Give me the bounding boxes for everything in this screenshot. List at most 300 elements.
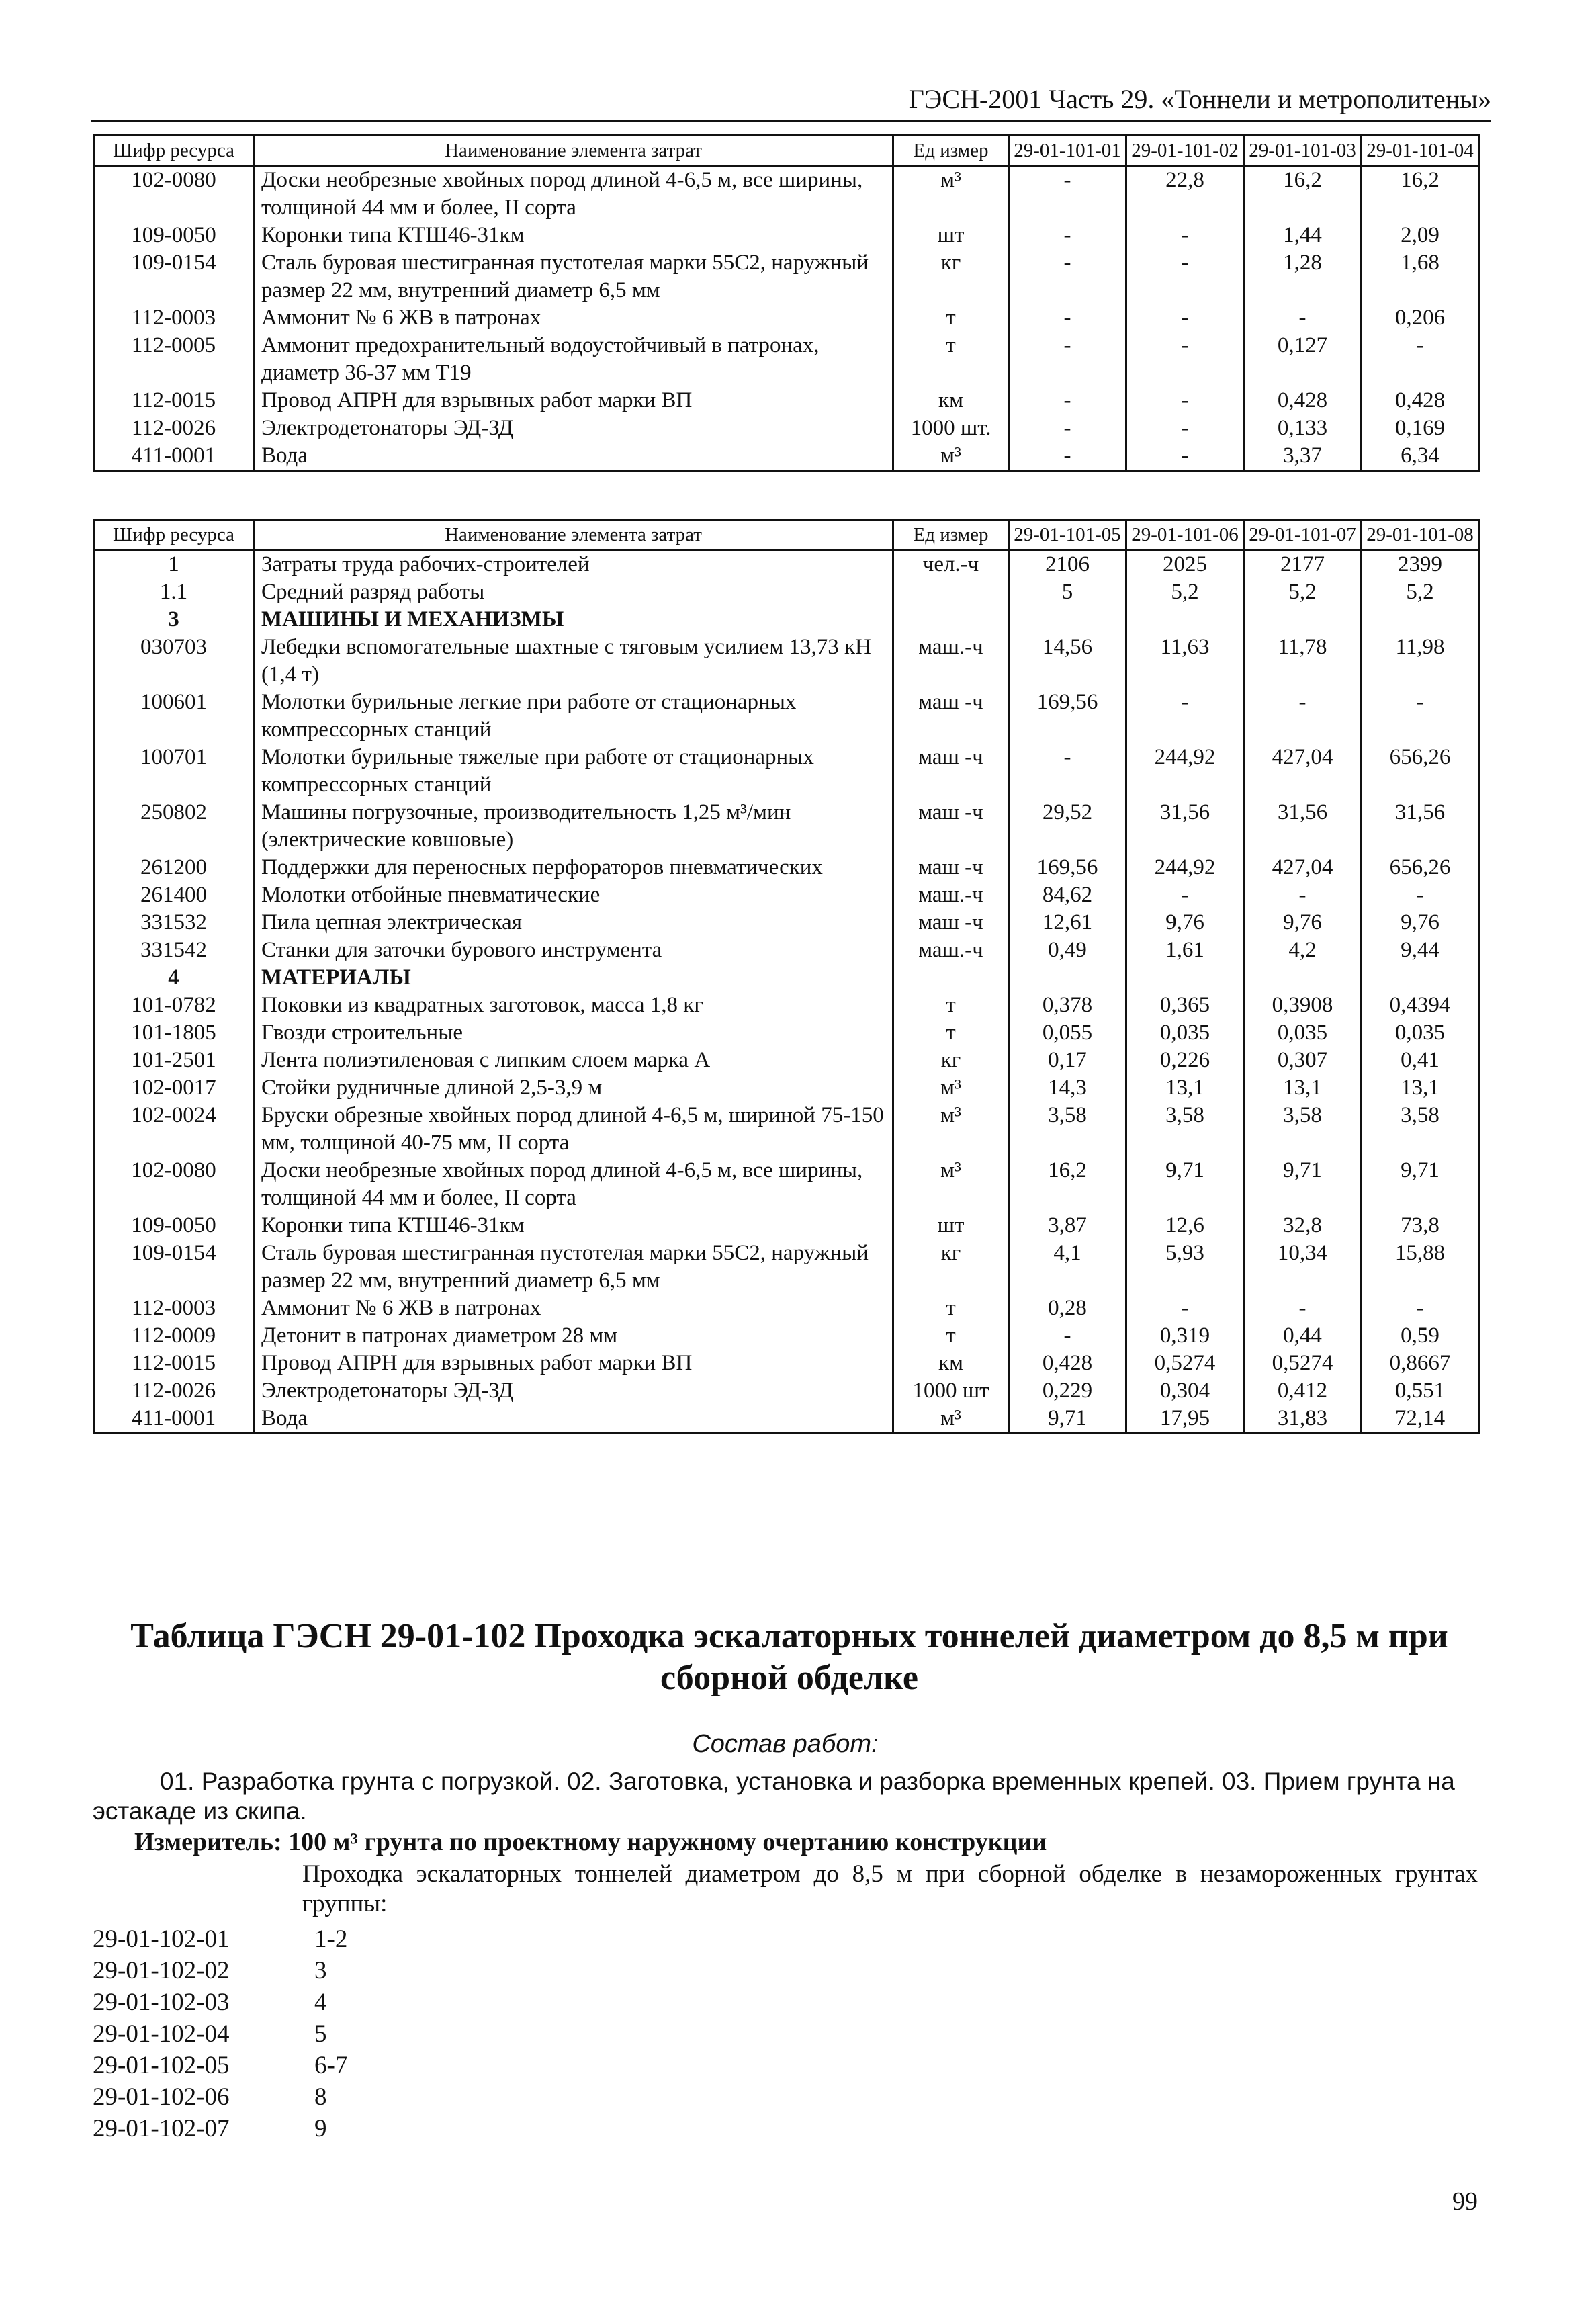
table-row (94, 634, 1479, 689)
table-row (94, 909, 1479, 937)
table-body (94, 550, 1479, 1434)
table-row (94, 937, 1479, 964)
cell-value: - (1009, 1322, 1126, 1350)
cell-value: 72,14 (1362, 1405, 1479, 1434)
cell-code: 101-0782 (94, 992, 254, 1019)
cell-unit (893, 606, 1009, 634)
cell-code: 102-0080 (94, 1157, 254, 1212)
header-col-4: 29-01-101-04 (1362, 136, 1479, 166)
work-description: Проходка эскалаторных тоннелей диаметром до 8,5 м при сборной обделке в незамороженных грунтах группы: (302, 1860, 1478, 1917)
cell-value: 0,44 (1244, 1322, 1362, 1350)
cell-value: 169,56 (1009, 854, 1126, 881)
cell-name: Пила цепная электрическая (254, 909, 893, 937)
cell-name: Вода (254, 1405, 893, 1434)
cell-name: Молотки бурильные тяжелые при работе от стационарных компрессорных станций (254, 744, 893, 799)
cell-code: 112-0026 (94, 415, 254, 442)
cell-unit: маш -ч (893, 799, 1009, 854)
cell-value: 9,76 (1244, 909, 1362, 937)
cell-value: 3,58 (1009, 1102, 1126, 1157)
cell-name: Детонит в патронах диаметром 28 мм (254, 1322, 893, 1350)
cell-value: 11,78 (1244, 634, 1362, 689)
page-header: ГЭСН-2001 Часть 29. «Тоннели и метрополитены» (908, 84, 1491, 114)
cell-code: 331542 (94, 937, 254, 964)
table-row (94, 415, 1479, 442)
cell-code: 100701 (94, 744, 254, 799)
table-row (94, 166, 1479, 222)
cell-value: 0,378 (1009, 992, 1126, 1019)
cell-value (1126, 964, 1244, 992)
cell-value: 3,37 (1244, 442, 1362, 471)
table-row (94, 442, 1479, 471)
cell-value: 0,035 (1244, 1019, 1362, 1047)
cell-unit: 1000 шт. (893, 415, 1009, 442)
header-col-3: 29-01-101-07 (1244, 520, 1362, 550)
cell-value: - (1126, 881, 1244, 909)
list-item (93, 1955, 697, 1987)
header-col-4: 29-01-101-08 (1362, 520, 1479, 550)
cell-value: 17,95 (1126, 1405, 1244, 1434)
cell-value: 3,87 (1009, 1212, 1126, 1239)
cell-unit: м³ (893, 1102, 1009, 1157)
cell-value: 14,56 (1009, 634, 1126, 689)
item-soil-group: 4 (314, 1989, 327, 2016)
cell-name: Затраты труда рабочих-строителей (254, 550, 893, 579)
cell-value: 13,1 (1126, 1074, 1244, 1102)
item-soil-group: 6-7 (314, 2052, 348, 2079)
table-row (94, 1157, 1479, 1212)
cell-value: 16,2 (1244, 166, 1362, 222)
table-row (94, 1102, 1479, 1157)
header-unit: Ед измер (893, 520, 1009, 550)
cell-value: 5,2 (1362, 578, 1479, 606)
table-row (94, 1405, 1479, 1434)
header-name: Наименование элемента затрат (254, 520, 893, 550)
item-code: 29-01-102-07 (93, 2115, 230, 2142)
cell-value: - (1244, 689, 1362, 744)
cell-value: 427,04 (1244, 744, 1362, 799)
cell-value: 13,1 (1244, 1074, 1362, 1102)
cell-value: 15,88 (1362, 1239, 1479, 1295)
list-item (93, 2050, 697, 2081)
cell-value: - (1244, 1295, 1362, 1322)
cell-value: - (1244, 881, 1362, 909)
cell-value: 5,2 (1126, 578, 1244, 606)
page-number: 99 (1452, 2187, 1478, 2216)
cell-unit: км (893, 1350, 1009, 1377)
cell-value (1244, 606, 1362, 634)
cell-code: 112-0005 (94, 332, 254, 387)
cell-value: 31,56 (1126, 799, 1244, 854)
cell-value: 9,76 (1126, 909, 1244, 937)
header-col-3: 29-01-101-03 (1244, 136, 1362, 166)
cell-value: 31,56 (1362, 799, 1479, 854)
list-item (93, 1987, 697, 2018)
cell-value: 427,04 (1244, 854, 1362, 881)
cell-value: - (1009, 332, 1126, 387)
cell-value: - (1126, 415, 1244, 442)
cell-value: 0,59 (1362, 1322, 1479, 1350)
item-soil-group: 8 (314, 2083, 327, 2111)
cell-value: 5,2 (1244, 578, 1362, 606)
list-item (93, 1923, 697, 1955)
table-row (94, 854, 1479, 881)
cell-value: 0,5274 (1126, 1350, 1244, 1377)
cell-value: 0,49 (1009, 937, 1126, 964)
cell-value: 9,71 (1244, 1157, 1362, 1212)
cell-code: 112-0003 (94, 304, 254, 332)
cell-name: Сталь буровая шестигранная пустотелая марки 55С2, наружный размер 22 мм, внутренний диаметр 6,5 мм (254, 1239, 893, 1295)
header-code: Шифр ресурса (94, 136, 254, 166)
cell-value: 4,1 (1009, 1239, 1126, 1295)
code-list (93, 1923, 697, 2144)
cell-unit: м³ (893, 1074, 1009, 1102)
cell-value: 1,28 (1244, 249, 1362, 304)
cell-name: Гвозди строительные (254, 1019, 893, 1047)
item-soil-group: 3 (314, 1957, 327, 1985)
cell-name: Бруски обрезные хвойных пород длиной 4-6,5 м, шириной 75-150 мм, толщиной 40-75 мм, II сорта (254, 1102, 893, 1157)
cell-value: - (1009, 222, 1126, 249)
cell-value: - (1009, 442, 1126, 471)
cell-name: МАТЕРИАЛЫ (254, 964, 893, 992)
header-name: Наименование элемента затрат (254, 136, 893, 166)
cell-name: Аммонит № 6 ЖВ в патронах (254, 304, 893, 332)
cell-code: 101-2501 (94, 1047, 254, 1074)
cell-value: 4,2 (1244, 937, 1362, 964)
cell-code: 331532 (94, 909, 254, 937)
cell-unit: т (893, 1295, 1009, 1322)
list-item (93, 2018, 697, 2050)
cell-unit: маш -ч (893, 854, 1009, 881)
table-row (94, 992, 1479, 1019)
table-row (94, 1019, 1479, 1047)
cell-name: Машины погрузочные, производительность 1,25 м³/мин (электрические ковшовые) (254, 799, 893, 854)
table-row (94, 1322, 1479, 1350)
header-rule (91, 120, 1491, 122)
cell-unit: шт (893, 1212, 1009, 1239)
table-row (94, 1047, 1479, 1074)
cell-value: 0,127 (1244, 332, 1362, 387)
cell-name: Сталь буровая шестигранная пустотелая марки 55С2, наружный размер 22 мм, внутренний диаметр 6,5 мм (254, 249, 893, 304)
cell-value: 3,58 (1244, 1102, 1362, 1157)
cell-code: 100601 (94, 689, 254, 744)
cell-value: 11,63 (1126, 634, 1244, 689)
cell-value (1362, 964, 1479, 992)
cell-value: 2399 (1362, 550, 1479, 579)
cell-code: 411-0001 (94, 1405, 254, 1434)
cell-value: 0,319 (1126, 1322, 1244, 1350)
cell-value: 2025 (1126, 550, 1244, 579)
cell-code: 250802 (94, 799, 254, 854)
cell-value: 9,71 (1009, 1405, 1126, 1434)
cell-value: - (1126, 1295, 1244, 1322)
cell-unit: т (893, 332, 1009, 387)
cell-unit: т (893, 1019, 1009, 1047)
cell-value: - (1009, 744, 1126, 799)
cell-value: 11,98 (1362, 634, 1479, 689)
cell-unit: км (893, 387, 1009, 415)
cell-name: Провод АПРН для взрывных работ марки ВП (254, 387, 893, 415)
cell-unit: кг (893, 1047, 1009, 1074)
cell-value: 9,44 (1362, 937, 1479, 964)
cell-value: 10,34 (1244, 1239, 1362, 1295)
cell-value: 0,226 (1126, 1047, 1244, 1074)
header-col-1: 29-01-101-01 (1009, 136, 1126, 166)
cell-unit: м³ (893, 1157, 1009, 1212)
cell-value: 0,28 (1009, 1295, 1126, 1322)
cell-name: Электродетонаторы ЭД-ЗД (254, 1377, 893, 1405)
cell-name: Лента полиэтиленовая с липким слоем марка А (254, 1047, 893, 1074)
cell-value: 0,41 (1362, 1047, 1479, 1074)
table-row (94, 332, 1479, 387)
header-code: Шифр ресурса (94, 520, 254, 550)
cell-value: 12,6 (1126, 1212, 1244, 1239)
cell-unit: т (893, 1322, 1009, 1350)
cell-code: 030703 (94, 634, 254, 689)
table-row (94, 1350, 1479, 1377)
item-code: 29-01-102-05 (93, 2052, 230, 2079)
cell-value: 84,62 (1009, 881, 1126, 909)
list-item (93, 2113, 697, 2144)
cell-code: 109-0154 (94, 249, 254, 304)
cell-unit: маш.-ч (893, 937, 1009, 964)
cell-unit (893, 964, 1009, 992)
cell-unit: кг (893, 249, 1009, 304)
header-col-2: 29-01-101-06 (1126, 520, 1244, 550)
cell-value: - (1009, 249, 1126, 304)
cell-name: Поковки из квадратных заготовок, масса 1,8 кг (254, 992, 893, 1019)
cell-value: 0,035 (1126, 1019, 1244, 1047)
item-soil-group: 5 (314, 2020, 327, 2048)
cell-value (1009, 606, 1126, 634)
cell-value (1126, 606, 1244, 634)
table-row (94, 304, 1479, 332)
header-col-2: 29-01-101-02 (1126, 136, 1244, 166)
cell-code: 411-0001 (94, 442, 254, 471)
cell-value: 0,206 (1362, 304, 1479, 332)
cell-unit: м³ (893, 1405, 1009, 1434)
table-row (94, 1239, 1479, 1295)
cell-name: Средний разряд работы (254, 578, 893, 606)
cell-unit (893, 578, 1009, 606)
cell-value: 29,52 (1009, 799, 1126, 854)
table-row (94, 689, 1479, 744)
cell-code: 261400 (94, 881, 254, 909)
table-row (94, 881, 1479, 909)
cell-code: 109-0050 (94, 222, 254, 249)
item-code: 29-01-102-04 (93, 2020, 230, 2048)
cell-value: 0,428 (1009, 1350, 1126, 1377)
table-row (94, 222, 1479, 249)
cell-unit: т (893, 992, 1009, 1019)
item-soil-group: 1-2 (314, 1925, 348, 1953)
cell-value: 2106 (1009, 550, 1126, 579)
cell-value: 2177 (1244, 550, 1362, 579)
cell-value: - (1362, 1295, 1479, 1322)
cell-value: - (1126, 689, 1244, 744)
cell-code: 112-0009 (94, 1322, 254, 1350)
table-row (94, 1377, 1479, 1405)
cell-unit: шт (893, 222, 1009, 249)
cell-value: 13,1 (1362, 1074, 1479, 1102)
cell-value: 0,365 (1126, 992, 1244, 1019)
cell-name: Коронки типа КТШ46-31км (254, 222, 893, 249)
cell-value: - (1362, 689, 1479, 744)
cell-name: Молотки отбойные пневматические (254, 881, 893, 909)
cell-code: 102-0017 (94, 1074, 254, 1102)
cell-value: 244,92 (1126, 854, 1244, 881)
cell-value: 16,2 (1009, 1157, 1126, 1212)
cell-code: 109-0050 (94, 1212, 254, 1239)
cell-name: Вода (254, 442, 893, 471)
cell-value: 2,09 (1362, 222, 1479, 249)
table-row (94, 1212, 1479, 1239)
table-row (94, 1074, 1479, 1102)
cell-value: - (1126, 442, 1244, 471)
item-code: 29-01-102-01 (93, 1925, 230, 1953)
cell-value: 0,4394 (1362, 992, 1479, 1019)
cell-code: 102-0024 (94, 1102, 254, 1157)
cell-code: 109-0154 (94, 1239, 254, 1295)
cell-value: - (1126, 222, 1244, 249)
cell-value (1244, 964, 1362, 992)
cell-value: 22,8 (1126, 166, 1244, 222)
list-item (93, 2081, 697, 2113)
table-row (94, 799, 1479, 854)
cell-value: 0,428 (1244, 387, 1362, 415)
cell-name: Стойки рудничные длиной 2,5-3,9 м (254, 1074, 893, 1102)
cell-unit: 1000 шт (893, 1377, 1009, 1405)
cell-value: 169,56 (1009, 689, 1126, 744)
cell-value: 32,8 (1244, 1212, 1362, 1239)
cell-value: 16,2 (1362, 166, 1479, 222)
cell-value: 14,3 (1009, 1074, 1126, 1102)
cell-value: 1,61 (1126, 937, 1244, 964)
cell-code: 112-0003 (94, 1295, 254, 1322)
table-row (94, 578, 1479, 606)
cell-value: - (1126, 304, 1244, 332)
table-row (94, 387, 1479, 415)
cell-value: - (1126, 249, 1244, 304)
cell-code: 261200 (94, 854, 254, 881)
cell-value: - (1009, 304, 1126, 332)
cell-unit: кг (893, 1239, 1009, 1295)
cell-code: 1 (94, 550, 254, 579)
table-row (94, 1295, 1479, 1322)
cell-code: 4 (94, 964, 254, 992)
cell-code: 102-0080 (94, 166, 254, 222)
table-body (94, 166, 1479, 471)
cell-value: 656,26 (1362, 744, 1479, 799)
resource-table-101-05-08 (93, 519, 1480, 1434)
cell-value: - (1362, 332, 1479, 387)
cell-value (1009, 964, 1126, 992)
table-row (94, 249, 1479, 304)
cell-name: Электродетонаторы ЭД-ЗД (254, 415, 893, 442)
cell-unit: маш.-ч (893, 881, 1009, 909)
cell-unit: м³ (893, 442, 1009, 471)
cell-value: 12,61 (1009, 909, 1126, 937)
cell-code: 101-1805 (94, 1019, 254, 1047)
cell-value: 1,44 (1244, 222, 1362, 249)
cell-code: 112-0015 (94, 387, 254, 415)
cell-value: 0,428 (1362, 387, 1479, 415)
item-code: 29-01-102-02 (93, 1957, 230, 1985)
work-composition-text: 01. Разработка грунта с погрузкой. 02. Заготовка, установка и разборка временных крепей. 03. Прием грунта на эстакаде из скипа. (93, 1768, 1455, 1825)
cell-value: - (1009, 415, 1126, 442)
cell-value: 0,3908 (1244, 992, 1362, 1019)
cell-value: 6,34 (1362, 442, 1479, 471)
resource-table-101-01-04 (93, 134, 1480, 472)
cell-value: 0,035 (1362, 1019, 1479, 1047)
cell-value: 9,71 (1126, 1157, 1244, 1212)
cell-value: 244,92 (1126, 744, 1244, 799)
cell-name: Провод АПРН для взрывных работ марки ВП (254, 1350, 893, 1377)
cell-unit: чел.-ч (893, 550, 1009, 579)
cell-value: - (1126, 387, 1244, 415)
table-header-row (94, 136, 1479, 166)
table-row (94, 744, 1479, 799)
cell-name: Доски необрезные хвойных пород длиной 4-6,5 м, все ширины, толщиной 44 мм и более, II сорта (254, 1157, 893, 1212)
cell-unit: маш.-ч (893, 634, 1009, 689)
cell-name: Аммонит № 6 ЖВ в патронах (254, 1295, 893, 1322)
cell-name: Станки для заточки бурового инструмента (254, 937, 893, 964)
cell-unit: маш -ч (893, 689, 1009, 744)
cell-value (1362, 606, 1479, 634)
cell-value: - (1126, 332, 1244, 387)
cell-name: Коронки типа КТШ46-31км (254, 1212, 893, 1239)
cell-value: - (1362, 881, 1479, 909)
cell-unit: маш -ч (893, 909, 1009, 937)
cell-value: 0,229 (1009, 1377, 1126, 1405)
cell-value: 31,56 (1244, 799, 1362, 854)
table-row (94, 964, 1479, 992)
cell-value: 0,551 (1362, 1377, 1479, 1405)
table-row (94, 550, 1479, 579)
cell-value: 31,83 (1244, 1405, 1362, 1434)
cell-name: Поддержки для переносных перфораторов пневматических (254, 854, 893, 881)
cell-code: 1.1 (94, 578, 254, 606)
cell-value: 5 (1009, 578, 1126, 606)
cell-value: - (1244, 304, 1362, 332)
cell-name: Лебедки вспомогательные шахтные с тяговым усилием 13,73 кН (1,4 т) (254, 634, 893, 689)
cell-value: 0,169 (1362, 415, 1479, 442)
cell-value: 3,58 (1362, 1102, 1479, 1157)
cell-value: 5,93 (1126, 1239, 1244, 1295)
cell-value: 0,307 (1244, 1047, 1362, 1074)
work-composition-label: Состав работ: (692, 1730, 879, 1758)
cell-value: 656,26 (1362, 854, 1479, 881)
cell-code: 112-0015 (94, 1350, 254, 1377)
cell-code: 112-0026 (94, 1377, 254, 1405)
cell-value: 0,17 (1009, 1047, 1126, 1074)
cell-unit: т (893, 304, 1009, 332)
item-soil-group: 9 (314, 2115, 327, 2142)
table-header-row (94, 520, 1479, 550)
cell-name: Молотки бурильные легкие при работе от стационарных компрессорных станций (254, 689, 893, 744)
cell-value: 0,133 (1244, 415, 1362, 442)
cell-code: 3 (94, 606, 254, 634)
cell-name: Аммонит предохранительный водоустойчивый в патронах, диаметр 36-37 мм Т19 (254, 332, 893, 387)
cell-value: 0,5274 (1244, 1350, 1362, 1377)
cell-unit: м³ (893, 166, 1009, 222)
cell-name: МАШИНЫ И МЕХАНИЗМЫ (254, 606, 893, 634)
cell-unit: маш -ч (893, 744, 1009, 799)
measurement-unit: Измеритель: 100 м³ грунта по проектному наружному очертанию конструкции (134, 1828, 1047, 1856)
cell-value: 9,76 (1362, 909, 1479, 937)
cell-value: 73,8 (1362, 1212, 1479, 1239)
cell-value: - (1009, 387, 1126, 415)
header-col-1: 29-01-101-05 (1009, 520, 1126, 550)
